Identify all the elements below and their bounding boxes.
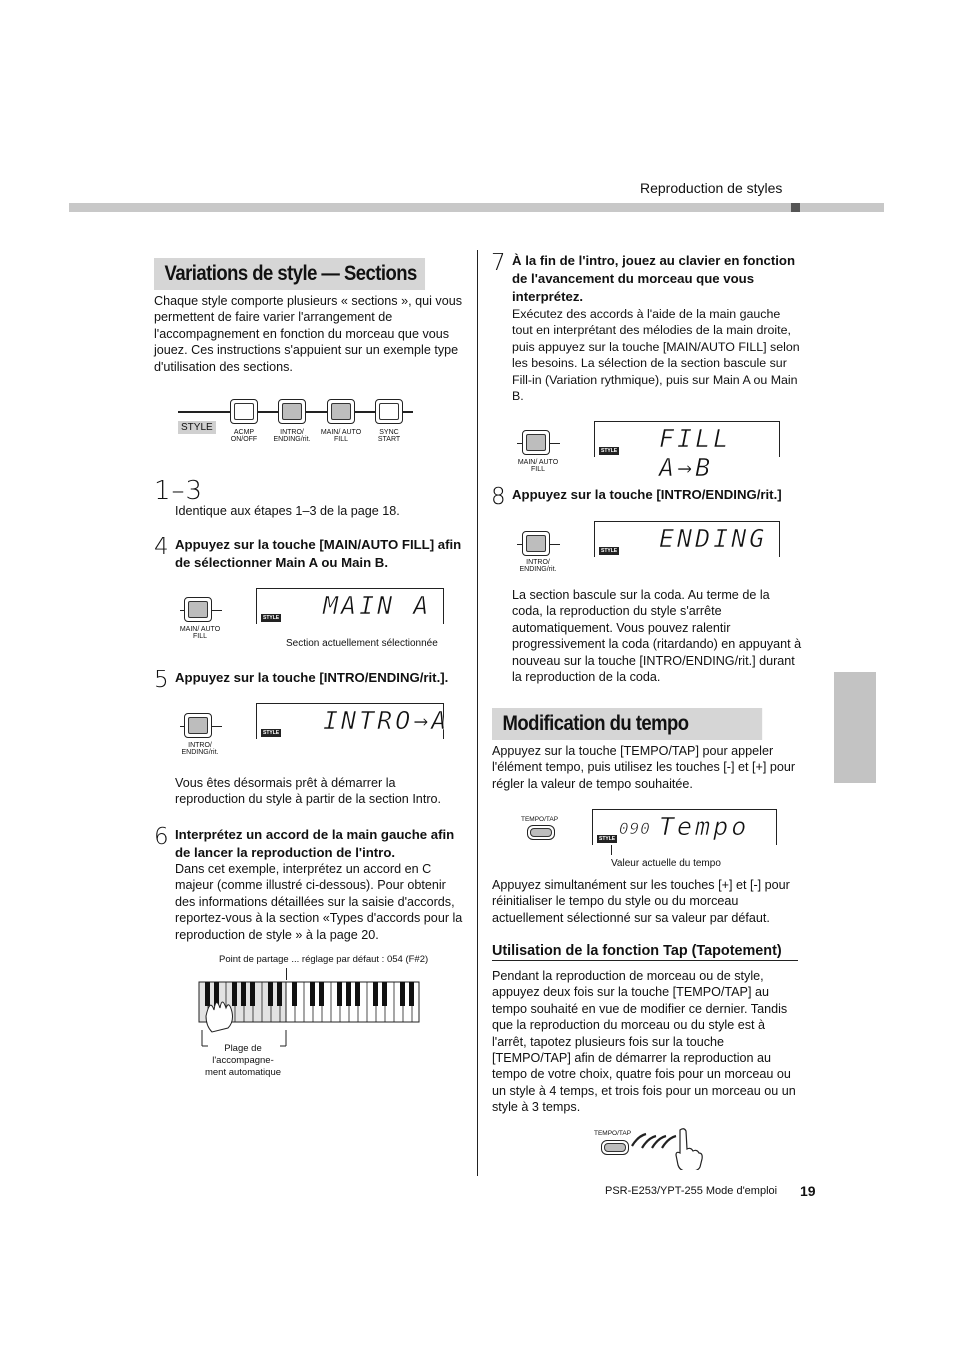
header-rule-marker (791, 203, 800, 212)
lcd-text: FILL A→B (659, 424, 732, 482)
step-text: Vous êtes désormais prêt à démarrer la reproduction du style à partir de la section Intro. (175, 776, 442, 807)
style-label: STYLE (178, 421, 216, 434)
lcd-text: MAIN A (323, 591, 432, 620)
tap-text: Pendant la reproduction de morceau ou de style, appuyez deux fois sur la touche [TEMPO/TAP] au tempo souhaité en vue de modifier ce dernier. Tandis que la reproduction du morceau ou du style est à l'arrêt, tapotez plusieurs fois sur la touche [TEMPO/TAP] afin de démarrer la reproduction au tempo de votre choix, quatre fois pour un morceau ou un style à 4 temps, et trois fois pour un morceau ou un style à 3 temps. (492, 969, 796, 1115)
step-text: Dans cet exemple, interprétez un accord en C majeur (comme illustré ci-dessous). Pour obtenir des informations détaillées sur la saisie d'accords, reportez-vous à la section «Types d'accords pour la reproduction de style » à la page 20. (175, 862, 463, 942)
tap-subheading: Utilisation de la fonction Tap (Tapotement) (492, 943, 798, 961)
lcd-display (256, 703, 450, 739)
main-autofill-button[interactable] (522, 430, 550, 455)
lcd-style-tag: STYLE (263, 730, 280, 736)
lcd-display (594, 521, 780, 557)
step-number: 4 (154, 534, 169, 560)
step-title: Appuyez sur la touche [INTRO/ENDING/rit.]. (175, 670, 449, 685)
tempo-reset-text: Appuyez simultanément sur les touches [+] et [-] pour réinitialiser le tempo du style ou du morceau actuellement sélectionné sur sa valeur par défaut. (492, 878, 790, 925)
tapping-finger-icon (628, 1126, 704, 1170)
step-text: La section bascule sur la coda. Au terme de la coda, la reproduction du style s'arrête automatiquement. Vous pouvez ralentir progressivement la coda (ritardando) en appuyant à nouveau sur la touche [INTRO/ENDING/rit.] durant la reproduction de la coda. (512, 588, 802, 685)
tempo-lcd-display (592, 809, 777, 845)
main-autofill-label: MAIN/ AUTO FILL (320, 429, 362, 443)
running-title: Reproduction de styles (640, 180, 783, 196)
step-text: Exécutez des accords à l'aide de la main gauche tout en interprétant des mélodies de la main droite, puis appuyez sur la touche [MAIN/AUTO FILL] selon les besoins. La sélection de la section bascule sur Fill-in (Variation rythmique), puis sur Main A ou Main B. (512, 307, 800, 404)
keyboard-illustration (198, 978, 422, 1048)
intro-ending-button[interactable] (522, 531, 550, 556)
tempo-intro: Appuyez sur la touche [TEMPO/TAP] pour appeler l'élément tempo, puis utilisez les touches [-] et [+] pour régler la valeur de tempo souhaitée. (492, 744, 796, 791)
button-tick (212, 726, 222, 727)
footer-model: PSR-E253/YPT-255 Mode d'emploi (605, 1185, 778, 1197)
section-title: Variations de style — Sections (164, 262, 417, 285)
step-title: Interprétez un accord de la main gauche afin de lancer la reproduction de l'intro. (175, 827, 455, 860)
header-rule (69, 203, 884, 212)
step-title: À la fin de l'intro, jouez au clavier en fonction de l'avancement du morceau que vous interprétez. (512, 253, 796, 304)
lcd-style-tag: STYLE (599, 836, 616, 842)
lcd-display (594, 421, 780, 482)
tempo-tap-button[interactable] (527, 825, 555, 840)
display-caption: Section actuellement sélectionnée (286, 638, 438, 649)
section-heading-tempo (492, 708, 762, 740)
button-tick (550, 544, 560, 545)
main-autofill-button[interactable] (184, 597, 212, 622)
lcd-display (256, 588, 444, 624)
auto-accompaniment-range-caption: Plage de l'accompagne- ment automatique (204, 1043, 282, 1078)
button-tick (517, 443, 522, 444)
button-tick (550, 443, 560, 444)
tempo-value: 090 (619, 819, 651, 838)
button-label: MAIN/ AUTO FILL (179, 626, 221, 640)
tempo-label: Tempo (659, 812, 750, 841)
tap-button[interactable] (601, 1140, 629, 1155)
split-point-caption: Point de partage ... réglage par défaut : 054 (F#2) (219, 954, 429, 965)
tap-button-label: TEMPO/TAP (594, 1130, 632, 1137)
lcd-text: ENDING (659, 524, 768, 553)
section-title: Modification du tempo (502, 712, 689, 735)
tempo-caption: Valeur actuelle du tempo (611, 858, 721, 869)
step-number: 1–3 (154, 476, 204, 506)
button-label: MAIN/ AUTO FILL (517, 459, 559, 473)
sync-start-button[interactable] (375, 399, 403, 424)
caption-pointer (611, 845, 612, 855)
tempo-button-label: TEMPO/TAP (521, 816, 559, 823)
button-tick (180, 726, 184, 727)
sync-start-label: SYNC START (377, 429, 401, 443)
step-number: 5 (154, 667, 169, 693)
button-label: INTRO/ ENDING/rit. (181, 742, 219, 756)
intro-ending-button[interactable] (278, 399, 306, 424)
section-heading-style-variations (154, 258, 425, 290)
column-divider (477, 250, 478, 1176)
main-autofill-button[interactable] (327, 399, 355, 424)
step-title: Appuyez sur la touche [MAIN/AUTO FILL] afin de sélectionner Main A ou Main B. (175, 537, 462, 570)
step-number: 8 (491, 484, 506, 510)
button-tick (517, 544, 522, 545)
button-tick (180, 610, 184, 611)
page-number: 19 (800, 1183, 816, 1199)
step-title: Appuyez sur la touche [INTRO/ENDING/rit.] (512, 487, 782, 502)
step-number: 7 (491, 250, 506, 276)
acmp-button[interactable] (230, 399, 258, 424)
button-label: INTRO/ ENDING/rit. (519, 559, 557, 573)
lcd-text: INTRO→A (323, 706, 450, 735)
lcd-style-tag: STYLE (263, 615, 280, 621)
lcd-style-tag: STYLE (601, 448, 618, 454)
button-tick (212, 610, 222, 611)
intro-ending-button[interactable] (184, 713, 212, 738)
lcd-style-tag: STYLE (601, 548, 618, 554)
intro-paragraph: Chaque style comporte plusieurs « sections », qui vous permettent de faire varier l'arrangement de l'accompagnement en fonction du morceau que vous jouez. Ces instructions s'appuient sur un exemple type d'utilisation des sections. (154, 294, 463, 374)
step-text: Identique aux étapes 1–3 de la page 18. (175, 504, 400, 518)
step-number: 6 (154, 824, 169, 850)
intro-ending-label: INTRO/ ENDING/rit. (273, 429, 311, 443)
style-panel-illustration (178, 396, 418, 448)
acmp-label: ACMP ON/OFF (230, 429, 258, 443)
chapter-tab (834, 672, 876, 783)
